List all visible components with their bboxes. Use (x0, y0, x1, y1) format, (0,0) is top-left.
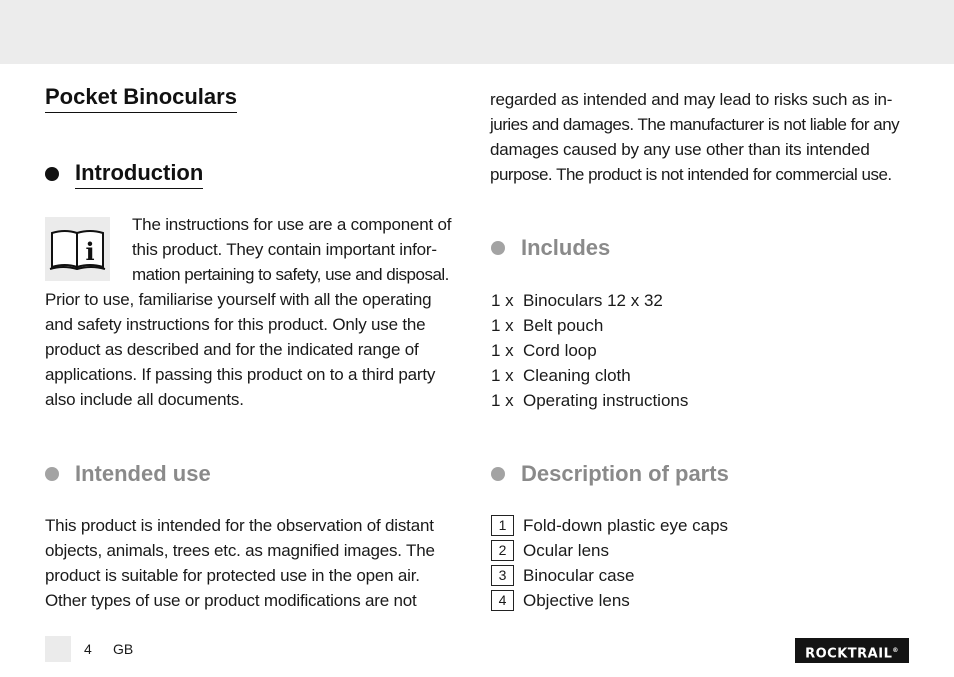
book-info-icon (45, 217, 110, 281)
introduction-heading-text: Introduction (75, 159, 203, 189)
list-item (491, 288, 688, 313)
bullet-icon (491, 467, 505, 481)
part-number: 4 (491, 590, 514, 611)
includes-heading-text: Includes (521, 235, 611, 260)
bullet-icon (45, 167, 59, 181)
text-line: Other types of use or product modifications are not (45, 591, 417, 610)
item-qty: 1 x (491, 391, 514, 410)
part-number: 3 (491, 565, 514, 586)
bullet-icon (491, 241, 505, 255)
part-name: Binocular case (523, 566, 635, 585)
intended-use-heading-text: Intended use (75, 461, 211, 486)
text-line: product as described and for the indicated range of (45, 340, 419, 359)
text-line: Prior to use, familiarise yourself with all the operating (45, 290, 432, 309)
brand-mark: ® (892, 647, 899, 654)
intended-use-heading (45, 460, 211, 488)
item-qty: 1 x (491, 366, 514, 385)
item-name: Operating instructions (523, 391, 689, 410)
list-item (491, 313, 688, 338)
brand-name: ROCKTRAIL (805, 646, 893, 662)
item-name: Binoculars 12 x 32 (523, 291, 663, 310)
item-qty: 1 x (491, 341, 514, 360)
text-line: and safety instructions for this product. Only use the (45, 315, 426, 334)
part-number: 1 (491, 515, 514, 536)
parts-heading-text: Description of parts (521, 461, 729, 486)
part-name: Ocular lens (523, 541, 609, 560)
part-name: Objective lens (523, 591, 630, 610)
page-number: 4 (84, 641, 92, 657)
item-name: Cord loop (523, 341, 597, 360)
item-name: Belt pouch (523, 316, 604, 335)
text-line: mation pertaining to safety, use and disposal. (132, 265, 449, 284)
part-item (491, 513, 728, 538)
item-qty: 1 x (491, 291, 514, 310)
info-letter: i (85, 237, 95, 266)
intro-body-text (45, 287, 435, 412)
includes-list (491, 288, 688, 413)
includes-heading (491, 234, 610, 262)
text-line: damages caused by any use other than its intended (490, 140, 870, 159)
continued-text (490, 87, 899, 187)
bullet-icon (45, 467, 59, 481)
part-item (491, 588, 728, 613)
text-line: The instructions for use are a component of (132, 215, 452, 234)
part-name: Fold-down plastic eye caps (523, 516, 729, 535)
text-line: also include all documents. (45, 390, 244, 409)
part-number: 2 (491, 540, 514, 561)
list-item (491, 363, 688, 388)
list-item (491, 338, 688, 363)
part-item (491, 538, 728, 563)
list-item (491, 388, 688, 413)
page-title: Pocket Binoculars (45, 84, 237, 113)
text-line: This product is intended for the observation of distant (45, 516, 434, 535)
text-line: applications. If passing this product on to a third party (45, 365, 436, 384)
introduction-heading (45, 159, 203, 189)
parts-list (491, 513, 728, 613)
text-line: regarded as intended and may lead to risks such as in- (490, 90, 893, 109)
part-item (491, 563, 728, 588)
text-line: product is suitable for protected use in the open air. (45, 566, 420, 585)
item-qty: 1 x (491, 316, 514, 335)
text-line: purpose. The product is not intended for commercial use. (490, 165, 892, 184)
text-line: this product. They contain important infor- (132, 240, 437, 259)
brand-logo (795, 638, 909, 663)
top-band (0, 0, 954, 64)
parts-heading (491, 460, 729, 488)
text-line: juries and damages. The manufacturer is not liable for any (490, 115, 900, 134)
language-code: GB (113, 641, 134, 657)
footer-marker (45, 636, 71, 662)
item-name: Cleaning cloth (523, 366, 631, 385)
intro-side-text (132, 212, 451, 287)
text-line: objects, animals, trees etc. as magnified images. The (45, 541, 435, 560)
intended-use-text (45, 513, 435, 613)
